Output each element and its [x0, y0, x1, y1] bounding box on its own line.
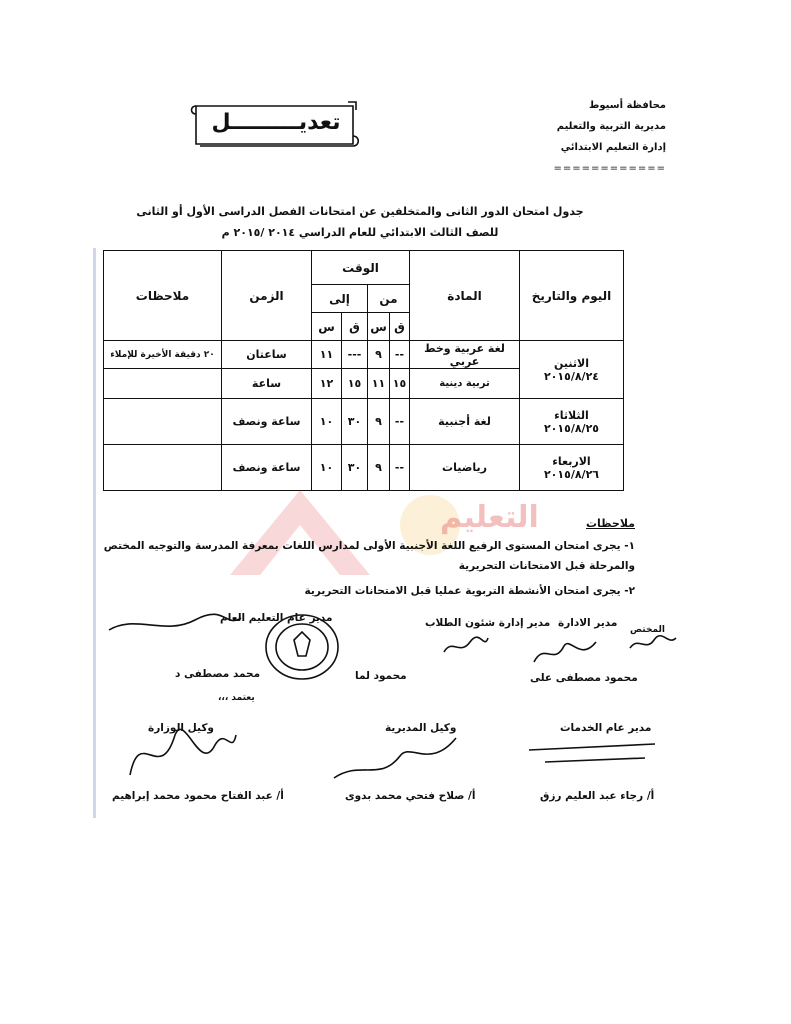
header-subject: المادة: [410, 251, 520, 341]
general-manager-title: مدير عام التعليم العام: [220, 612, 333, 624]
header-separator: ============: [553, 163, 666, 174]
duration-cell: ساعة ونصف: [222, 445, 312, 491]
student-affairs-title: مدير إدارة شئون الطلاب: [425, 617, 551, 629]
admin-manager-title: مدير الادارة: [558, 617, 618, 629]
date-label: ٢٠١٥/٨/٢٦: [543, 467, 600, 481]
table-row: [104, 399, 624, 445]
duration-cell: ساعتان: [222, 341, 312, 369]
subject-cell: لغة عربية وخط عربي: [410, 341, 520, 369]
to-s-cell: ١١: [312, 341, 342, 369]
to-s-cell: ١٢: [312, 369, 342, 399]
services-manager-name: أ/ رجاء عبد العليم رزق: [540, 790, 655, 802]
header-time: الوقت: [312, 251, 410, 285]
deputy-directorate-title: وكيل المديرية: [385, 722, 457, 734]
date-label: ٢٠١٥/٨/٢٥: [543, 421, 600, 435]
watermark-text: التعليم: [440, 500, 539, 535]
date-label: ٢٠١٥/٨/٢٤: [543, 369, 600, 383]
header-to-q: ق: [342, 313, 368, 341]
header-from: من: [368, 285, 410, 313]
student-affairs-signature-icon: [440, 632, 490, 662]
header-duration: الزمن: [222, 251, 312, 341]
from-s-cell: ٩: [368, 341, 390, 369]
approval-label: يعتمد ،،،: [218, 693, 255, 703]
subject-cell: تربية دينية: [410, 369, 520, 399]
administration-label: إدارة التعليم الابتدائي: [560, 142, 666, 153]
to-q-cell: ٣٠: [342, 445, 368, 491]
to-s-cell: ١٠: [312, 399, 342, 445]
day-date-cell: [520, 341, 624, 399]
to-s-cell: ١٠: [312, 445, 342, 491]
subject-cell: لغة أجنبية: [410, 399, 520, 445]
day-label: الاثنين: [554, 356, 589, 370]
general-manager-signature-icon: [105, 610, 245, 640]
header-day-date: اليوم والتاريخ: [520, 251, 624, 341]
from-q-cell: --: [390, 341, 410, 369]
day-label: الثلاثاء: [554, 408, 589, 422]
note-item-1: ١- يجرى امتحان المستوى الرفيع اللغة الأجنبية الأولى لمدارس اللغات بمعرفة المدرسة والتوجيه المختص والمرحلة قبل الامتحانات التحريرية: [103, 540, 635, 572]
general-manager-name: محمد مصطفى د: [175, 668, 261, 680]
governorate-label: محافظة أسيوط: [589, 100, 666, 111]
header-to: إلى: [312, 285, 368, 313]
note-cell: ٢٠ دقيقة الأخيرة للإملاء: [104, 341, 222, 369]
to-q-cell: ٣٠: [342, 399, 368, 445]
deputy-directorate-signature-icon: [330, 730, 460, 785]
directorate-label: مديرية التربية والتعليم: [556, 121, 666, 132]
student-affairs-name: محمود لما: [355, 670, 407, 682]
schedule-title: جدول امتحان الدور الثانى والمتخلفين عن امتحانات الفصل الدراسى الأول أو الثانى: [136, 205, 584, 218]
to-q-cell: ---: [342, 341, 368, 369]
services-manager-title: مدير عام الخدمات: [560, 722, 652, 734]
note-cell: [104, 369, 222, 399]
note-item-2: ٢- يجرى امتحان الأنشطة التربوية عمليا قبل الامتحانات التحريرية: [304, 585, 635, 597]
header-from-s: س: [368, 313, 390, 341]
duration-cell: ساعة ونصف: [222, 399, 312, 445]
subject-cell: رياضيات: [410, 445, 520, 491]
admin-manager-name: محمود مصطفى على: [530, 672, 638, 684]
header-to-s: س: [312, 313, 342, 341]
banner-text: تعديـــــــــل: [211, 110, 341, 135]
schedule-subtitle: للصف الثالث الابتدائي للعام الدراسي ٢٠١٤ /٢٠١٥ م: [221, 226, 499, 239]
duration-cell: ساعة: [222, 369, 312, 399]
from-s-cell: ١١: [368, 369, 390, 399]
notes-heading: ملاحظات: [586, 517, 635, 530]
deputy-ministry-signature-icon: [120, 715, 240, 790]
amendment-banner: [188, 100, 363, 152]
from-q-cell: --: [390, 399, 410, 445]
services-manager-signature-icon: [525, 738, 660, 768]
from-q-cell: --: [390, 445, 410, 491]
from-q-cell: ١٥: [390, 369, 410, 399]
note-cell: [104, 399, 222, 445]
day-label: الاربعاء: [552, 454, 591, 468]
deputy-directorate-name: أ/ صلاح فتحي محمد بدوى: [345, 790, 476, 802]
header-notes: ملاحظات: [104, 251, 222, 341]
from-s-cell: ٩: [368, 399, 390, 445]
from-s-cell: ٩: [368, 445, 390, 491]
scan-edge-bar: [93, 248, 96, 818]
header-from-q: ق: [390, 313, 410, 341]
specialist-signature-icon: [628, 632, 678, 654]
to-q-cell: ١٥: [342, 369, 368, 399]
deputy-ministry-name: أ/ عبد الفتاح محمود محمد إبراهيم: [112, 790, 284, 802]
admin-manager-signature-icon: [530, 632, 600, 672]
table-row: [104, 341, 624, 369]
exam-schedule-table: [103, 250, 624, 491]
deputy-ministry-title: وكيل الوزارة: [148, 722, 214, 734]
day-date-cell: [520, 399, 624, 445]
document-header: [466, 95, 666, 179]
specialist-title: المختص: [630, 625, 665, 635]
